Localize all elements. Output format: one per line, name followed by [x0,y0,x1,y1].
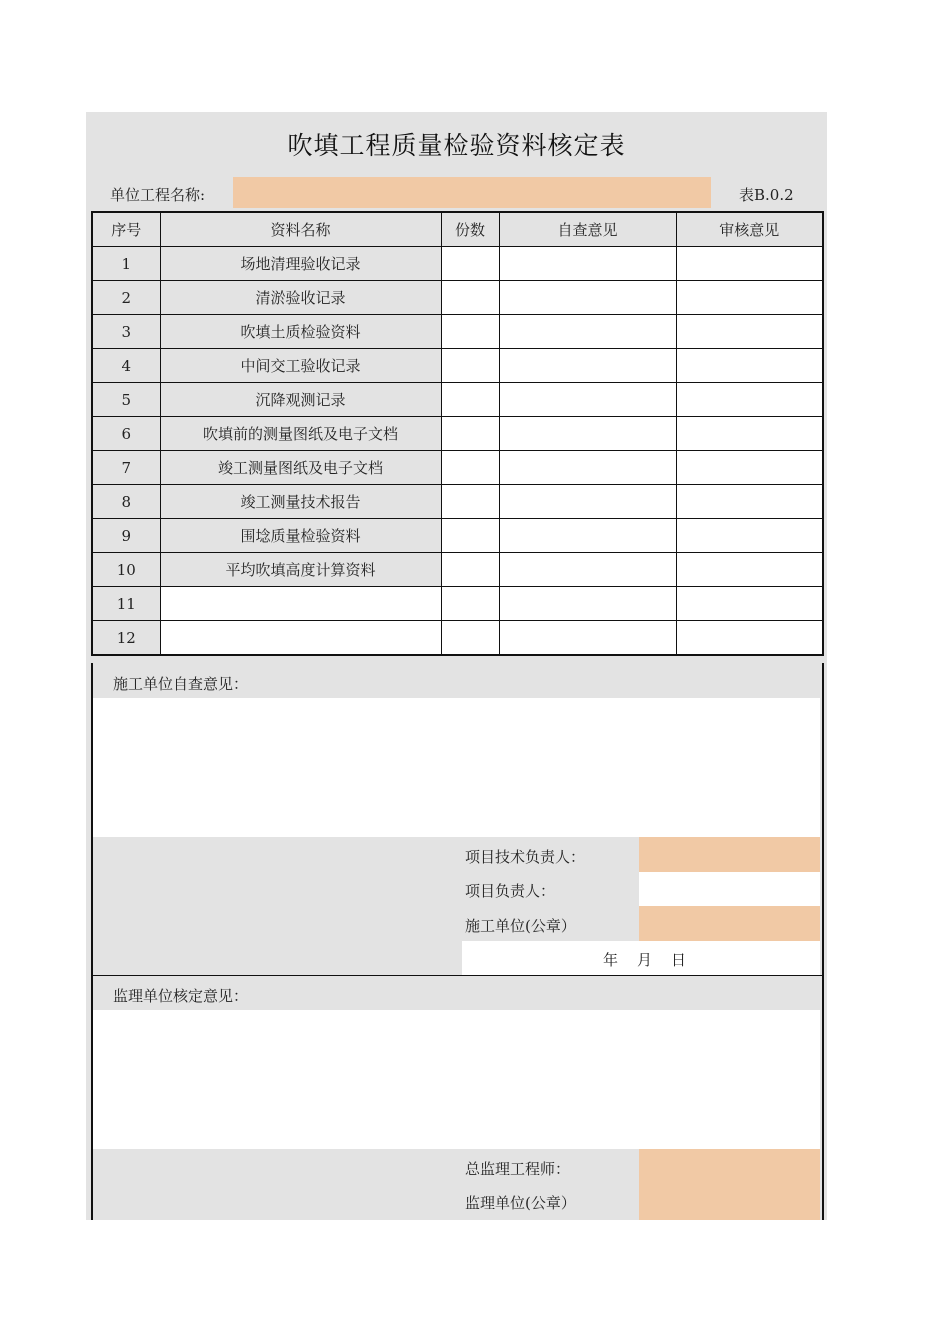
row-review-cell[interactable] [676,281,823,315]
row-self-check-cell[interactable] [499,621,676,656]
row-self-check-cell[interactable] [499,247,676,281]
row-self-check-cell[interactable] [499,553,676,587]
row-seq-cell: 4 [92,349,160,383]
table-row [92,553,823,587]
tech-lead-field[interactable] [639,837,820,872]
row-seq-cell: 10 [92,553,160,587]
table-row [92,587,823,621]
construction-heading: 施工单位自查意见： [113,675,249,693]
row-name-cell: 清淤验收记录 [160,281,441,315]
row-self-check-cell[interactable] [499,485,676,519]
row-name-cell: 吹填土质检验资料 [160,315,441,349]
supervision-sign-field[interactable] [639,1149,820,1220]
row-copies-cell[interactable] [441,315,499,349]
row-review-cell[interactable] [676,553,823,587]
row-seq-cell: 5 [92,383,160,417]
row-name-cell[interactable] [160,621,441,656]
form-title: 吹填工程质量检验资料核定表 [287,131,626,160]
table-row [92,519,823,553]
row-copies-cell[interactable] [441,621,499,656]
row-self-check-cell[interactable] [499,417,676,451]
col-header-seq: 序号 [92,212,160,247]
row-review-cell[interactable] [676,621,823,656]
row-self-check-cell[interactable] [499,451,676,485]
row-copies-cell[interactable] [441,553,499,587]
table-header-row [92,212,823,247]
table-row [92,349,823,383]
table-row [92,281,823,315]
row-self-check-cell[interactable] [499,519,676,553]
col-header-self-check: 自查意见 [499,212,676,247]
row-name-cell: 中间交工验收记录 [160,349,441,383]
row-self-check-cell[interactable] [499,383,676,417]
row-review-cell[interactable] [676,247,823,281]
row-name-cell: 平均吹填高度计算资料 [160,553,441,587]
row-copies-cell[interactable] [441,281,499,315]
construction-seal-label: 施工单位(公章） [465,917,576,935]
col-header-copies: 份数 [441,212,499,247]
row-review-cell[interactable] [676,417,823,451]
form-code: 表B.0.2 [739,186,794,204]
row-name-cell: 吹填前的测量图纸及电子文档 [160,417,441,451]
materials-table [91,211,824,656]
row-self-check-cell[interactable] [499,315,676,349]
supervision-heading: 监理单位核定意见： [113,987,249,1005]
row-name-cell: 沉降观测记录 [160,383,441,417]
col-header-name: 资料名称 [160,212,441,247]
row-review-cell[interactable] [676,349,823,383]
row-name-cell: 竣工测量图纸及电子文档 [160,451,441,485]
table-row [92,383,823,417]
row-copies-cell[interactable] [441,247,499,281]
table-row [92,451,823,485]
row-seq-cell: 8 [92,485,160,519]
table-row [92,315,823,349]
row-name-cell: 围埝质量检验资料 [160,519,441,553]
unit-name-field[interactable] [233,177,711,208]
table-row [92,485,823,519]
col-header-review: 审核意见 [676,212,823,247]
row-review-cell[interactable] [676,587,823,621]
table-row [92,621,823,656]
row-copies-cell[interactable] [441,451,499,485]
row-seq-cell: 6 [92,417,160,451]
tech-lead-label: 项目技术负责人： [465,848,586,866]
construction-opinion-area[interactable] [93,698,820,837]
row-seq-cell: 11 [92,587,160,621]
row-self-check-cell[interactable] [499,349,676,383]
row-seq-cell: 7 [92,451,160,485]
construction-seal-field[interactable] [639,906,820,941]
row-name-cell: 场地清理验收记录 [160,247,441,281]
construction-date-line: 年 月 日 [603,951,689,969]
supervision-opinion-area[interactable] [93,1010,820,1149]
row-review-cell[interactable] [676,383,823,417]
row-copies-cell[interactable] [441,485,499,519]
row-review-cell[interactable] [676,519,823,553]
unit-name-label: 单位工程名称: [110,186,206,204]
row-seq-cell: 12 [92,621,160,656]
row-self-check-cell[interactable] [499,281,676,315]
date-band-left [93,941,462,975]
chief-engineer-label: 总监理工程师： [465,1160,571,1178]
row-copies-cell[interactable] [441,519,499,553]
row-seq-cell: 1 [92,247,160,281]
row-seq-cell: 9 [92,519,160,553]
project-lead-field[interactable] [639,872,820,906]
row-copies-cell[interactable] [441,587,499,621]
table-row [92,247,823,281]
row-review-cell[interactable] [676,315,823,349]
row-seq-cell: 3 [92,315,160,349]
row-copies-cell[interactable] [441,417,499,451]
table-row [92,417,823,451]
supervision-seal-label: 监理单位(公章） [465,1194,576,1212]
row-copies-cell[interactable] [441,349,499,383]
project-lead-label: 项目负责人： [465,882,556,900]
row-review-cell[interactable] [676,485,823,519]
row-review-cell[interactable] [676,451,823,485]
row-self-check-cell[interactable] [499,587,676,621]
row-copies-cell[interactable] [441,383,499,417]
row-seq-cell: 2 [92,281,160,315]
row-name-cell: 竣工测量技术报告 [160,485,441,519]
row-name-cell[interactable] [160,587,441,621]
